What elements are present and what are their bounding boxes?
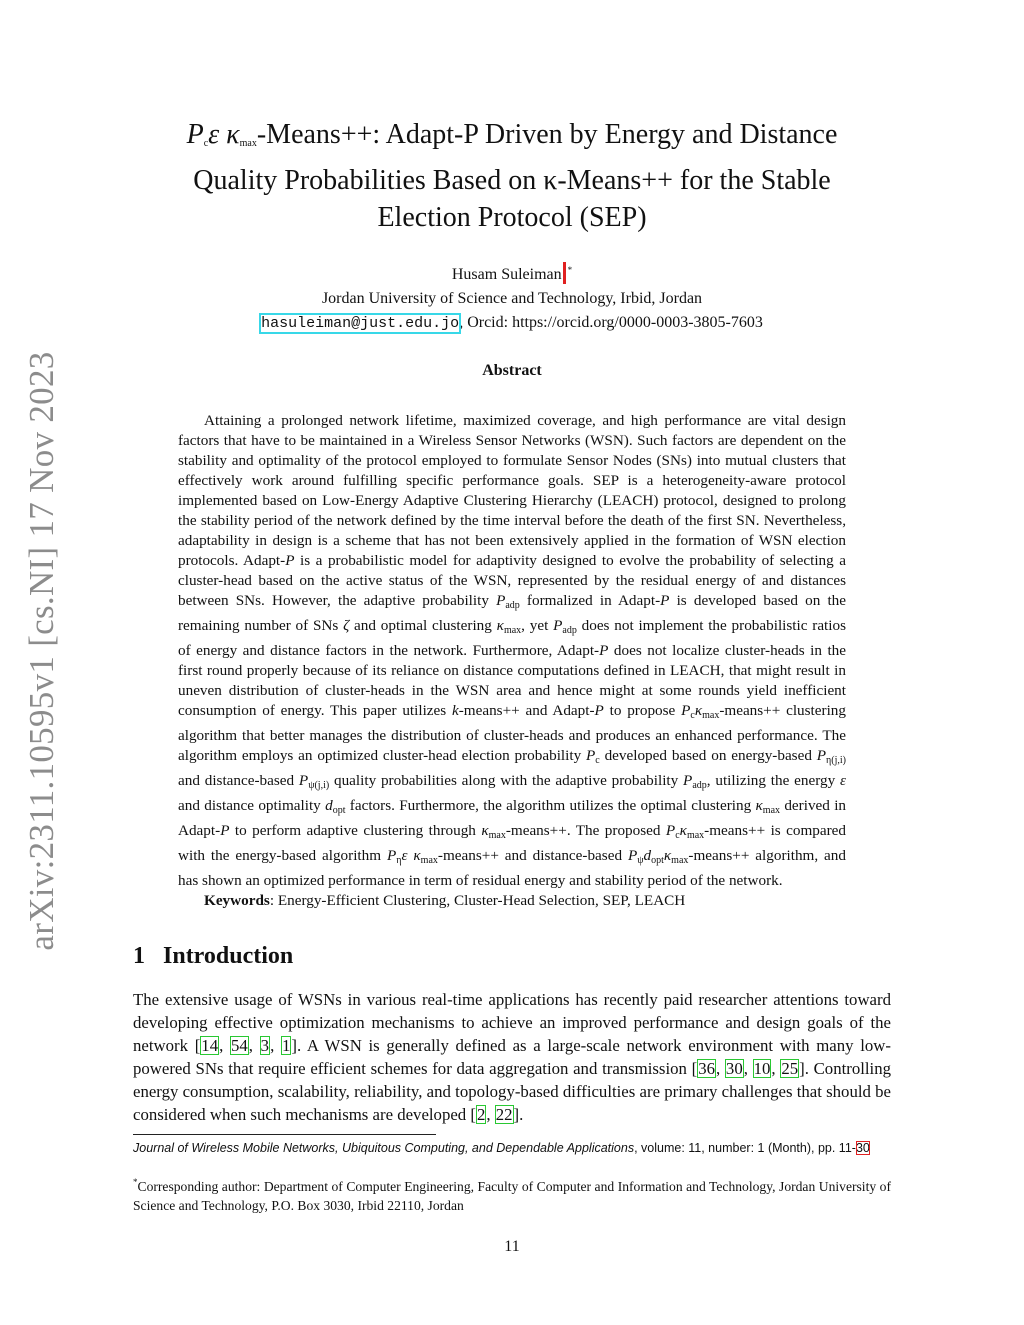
abstract-body	[178, 411, 846, 911]
author-name: Husam Suleiman	[451, 266, 562, 283]
arxiv-identifier: arXiv:2311.10595v1 [cs.NI] 17 Nov 2023	[22, 351, 61, 951]
footnote-rule	[133, 1134, 436, 1135]
author-orcid: , Orcid: https://orcid.org/0000-0003-3805-7603	[459, 314, 763, 331]
title-line-2: Quality Probabilities Based on κ-Means++ for the Stable	[193, 165, 831, 196]
author-email-link[interactable]: hasuleiman@just.edu.jo	[261, 315, 460, 332]
paper-title: $P_c\varepsilon$ $\kappa_{max}-Means++$: Adapt-P Driven by Energy and Distance Quality Probabilities Based on κ-Means++ for the Stable Election Protocol (SEP)	[150, 116, 874, 236]
last-page-link[interactable]: 30	[855, 1141, 870, 1155]
citation-link[interactable]: 22	[495, 1105, 513, 1124]
citation-link[interactable]: 54	[230, 1036, 248, 1055]
author-footnote-mark: *	[567, 265, 573, 275]
page-number: 11	[504, 1238, 520, 1255]
journal-name: Journal of Wireless Mobile Networks, Ubiquitous Computing, and Dependable Applications	[133, 1141, 635, 1155]
section-number: 1	[133, 943, 145, 969]
title-line-3: Election Protocol (SEP)	[377, 202, 647, 233]
title-line-1: -Means++: Adapt-P Driven by Energy and Distance	[256, 119, 838, 150]
citation-link[interactable]: 3	[260, 1036, 270, 1055]
abstract-heading: Abstract	[482, 362, 542, 379]
footnote-corresponding-author	[133, 1173, 891, 1215]
arxiv-stamp	[0, 0, 120, 1325]
journal-details: , volume: 11, number: 1 (Month), pp. 11-	[634, 1141, 856, 1155]
section-title: Introduction	[163, 943, 294, 969]
citation-link[interactable]: 25	[781, 1059, 799, 1078]
author-affiliation: Jordan University of Science and Technology, Irbid, Jordan	[321, 290, 703, 307]
keywords	[178, 891, 846, 911]
citation-link[interactable]: 1	[281, 1036, 291, 1055]
citation-link[interactable]: 36	[698, 1059, 715, 1078]
citation-link[interactable]: 2	[476, 1105, 486, 1124]
footnote-journal	[133, 1140, 891, 1157]
abstract-paragraph: Attaining a prolonged network lifetime, maximized coverage, and high performance are vital design factors that have to be maintained in a Wireless Sensor Networks (WSN). Such factors are dependent on the stability and optimality of the protocol employed to formulate Sensor Nodes (SNs) into mutual clusters that effectively work around fulfilling specific performance goals. SEP is a heterogeneity-aware protocol implemented based on Low-Energy Adaptive Clustering Hierarchy (LEACH) protocol, designed to prolong the stability period of the network defined by the time interval before the death of the first SN. Nevertheless, adaptability in design is a scheme that has not been extensively applied in the formation of WSN election protocols. Adapt-P is a probabilistic model for adaptivity designed to evolve the probability of selecting a cluster-head based on the active status of the WSN, represented by the residual energy of and distances between SNs. However, the adaptive probability $P_{adp}$ formalized in Adapt-P is developed based on the remaining number of SNs ζ and optimal clustering $\kappa_{max}$, yet $P_{adp}$ does not implement the probabilistic ratios of energy and distance factors in the network. Furthermore, Adapt-P does not localize cluster-heads in the first round properly because of its reliance on distance computations defined in LEACH, that might result in uneven distribution of cluster-heads in the WSN area and hence might at some rounds yield inefficient consumption of energy. This paper utilizes k-means++ and Adapt-P to propose $P_c\kappa_{max}-means++$ clustering algorithm that better manages the distribution of cluster-heads and produces an enhanced performance. The algorithm employs an optimized cluster-head election probability $P_c$ developed based on energy-based $P_{\eta(j,i)}$ and distance-based $P_{\psi(j,i)}$ quality probabilities along with the adaptive probability $P_{adp}$, utilizing the energy ε and distance optimality $d_{opt}$ factors. Furthermore, the algorithm utilizes the optimal clustering $\kappa_{max}$ derived in Adapt-P to perform adaptive clustering through $\kappa_{max}-means++$. The proposed $P_c\kappa_{max}-means++$ is compared with the energy-based algorithm $P_\eta\varepsilon$ $\kappa_{max}-means++$ and distance-based $P_\psi d_{opt}\kappa_{max}-means++$ algorithm, and has shown an optimized performance in term of residual energy and stability period of the network.	[178, 412, 847, 889]
introduction-paragraph: The extensive usage of WSNs in various real-time applications has recently paid researcher attentions toward developing effective optimization mechanisms to achieve an improved performance and design goals of the network [14, 54, 3, 1]. A WSN is generally defined as a large-scale network environment with many low-powered SNs that require efficient schemes for data aggregation and transmission [36, 30, 10, 25]. Controlling energy consumption, scalability, reliability, and topology-based difficulties are primary challenges that should be considered when such mechanisms are developed [2, 22].	[133, 990, 892, 1124]
author-block	[160, 258, 864, 336]
citation-link[interactable]: 30	[725, 1059, 743, 1078]
footnote-mark: *	[133, 1177, 138, 1187]
citation-link[interactable]: 10	[753, 1059, 771, 1078]
author-footnote-link[interactable]	[563, 262, 566, 284]
citation-link[interactable]: 14	[201, 1036, 219, 1055]
keywords-label: Keywords	[204, 892, 270, 909]
section-heading-introduction	[133, 943, 293, 970]
corresponding-author-text: Corresponding author: Department of Computer Engineering, Faculty of Computer and Information and Technology, Jordan University of Science and Technology, P.O. Box 3030, Irbid 22110, Jordan	[133, 1179, 891, 1213]
keywords-list: : Energy-Efficient Clustering, Cluster-Head Selection, SEP, LEACH	[269, 892, 686, 909]
